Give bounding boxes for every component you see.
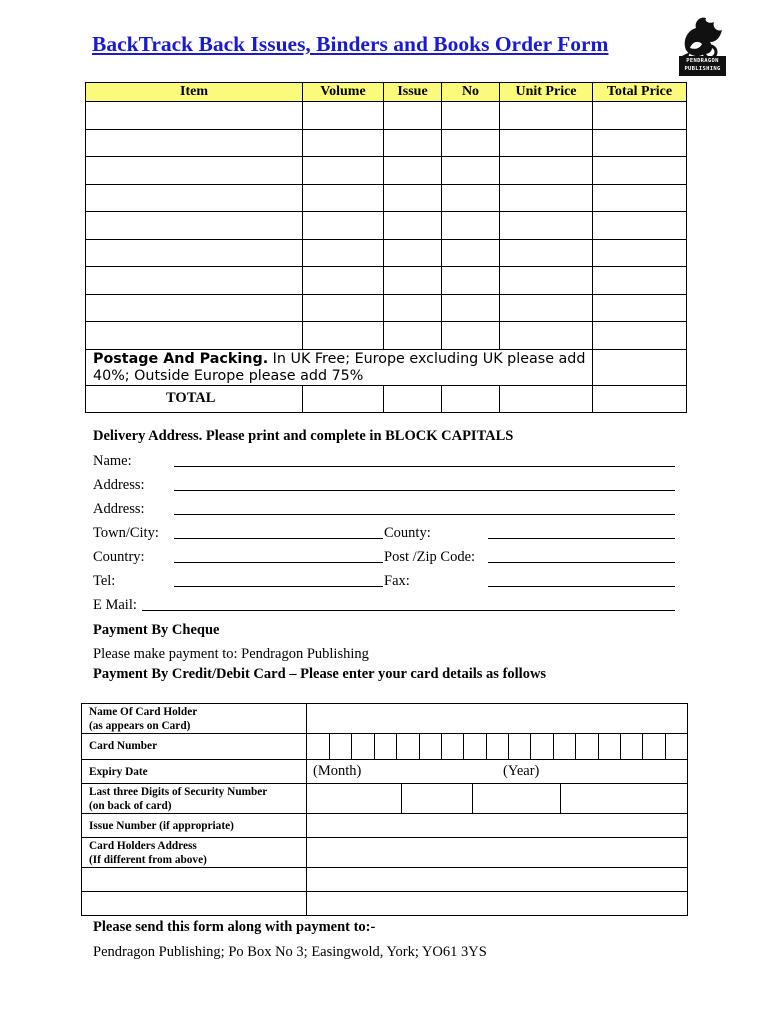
order-cell-total-price[interactable] <box>593 157 687 185</box>
order-cell-issue[interactable] <box>384 212 442 240</box>
expiry-row <box>82 760 688 784</box>
order-cell-total-price[interactable] <box>593 129 687 157</box>
total-issue-cell <box>384 385 442 412</box>
security-box[interactable] <box>472 784 560 813</box>
card-digit-box[interactable] <box>598 734 620 759</box>
order-cell-issue[interactable] <box>384 267 442 295</box>
order-cell-unit-price[interactable] <box>500 239 593 267</box>
order-cell-no[interactable] <box>442 267 500 295</box>
logo-line1: PENDRAGON <box>686 58 719 64</box>
card-digit-box[interactable] <box>441 734 463 759</box>
security-label-line1: Last three Digits of Security Number <box>89 786 268 798</box>
order-cell-total-price[interactable] <box>593 212 687 240</box>
order-cell-unit-price[interactable] <box>500 322 593 350</box>
card-address-field-3[interactable] <box>307 892 688 916</box>
card-holder-row <box>82 704 688 734</box>
delivery-heading: Delivery Address. Please print and complete in BLOCK CAPITALS <box>93 428 514 444</box>
card-digit-box[interactable] <box>374 734 396 759</box>
order-cell-total-price[interactable] <box>593 102 687 130</box>
security-box[interactable] <box>560 784 687 813</box>
col-volume: Volume <box>303 83 384 102</box>
order-cell-issue[interactable] <box>384 129 442 157</box>
security-boxes[interactable] <box>307 784 687 813</box>
order-row <box>86 102 687 130</box>
expiry-label: Expiry Date <box>82 760 307 784</box>
name-label: Name: <box>93 453 132 469</box>
order-cell-unit-price[interactable] <box>500 267 593 295</box>
security-box[interactable] <box>307 784 401 813</box>
total-row <box>86 385 687 412</box>
card-address-blank <box>82 892 307 916</box>
order-cell-issue[interactable] <box>384 239 442 267</box>
order-cell-volume[interactable] <box>303 267 384 295</box>
order-table <box>85 82 687 413</box>
order-cell-item[interactable] <box>86 239 303 267</box>
tel-field[interactable] <box>174 586 383 587</box>
cheque-heading: Payment By Cheque <box>93 622 220 638</box>
order-cell-issue[interactable] <box>384 102 442 130</box>
order-cell-unit-price[interactable] <box>500 212 593 240</box>
name-field[interactable] <box>174 466 675 467</box>
order-row <box>86 129 687 157</box>
order-cell-volume[interactable] <box>303 212 384 240</box>
order-cell-no[interactable] <box>442 212 500 240</box>
postcode-field[interactable] <box>488 562 675 563</box>
order-cell-item[interactable] <box>86 184 303 212</box>
card-digit-box[interactable] <box>530 734 552 759</box>
fax-label: Fax: <box>384 573 410 589</box>
country-field[interactable] <box>174 562 383 563</box>
order-cell-volume[interactable] <box>303 322 384 350</box>
postage-label: Postage And Packing. <box>93 350 269 367</box>
order-cell-volume[interactable] <box>303 102 384 130</box>
county-field[interactable] <box>488 538 675 539</box>
col-total-price: Total Price <box>593 83 687 102</box>
card-address-label-line2: (If different from above) <box>89 854 207 866</box>
country-label: Country: <box>93 549 145 565</box>
card-digit-box[interactable] <box>396 734 418 759</box>
postage-text: In UK Free; Europe excluding UK please add 40%; Outside Europe please add 75% <box>93 350 586 384</box>
card-digit-box[interactable] <box>575 734 597 759</box>
col-item: Item <box>86 83 303 102</box>
order-cell-item[interactable] <box>86 294 303 322</box>
order-row <box>86 322 687 350</box>
security-box[interactable] <box>401 784 472 813</box>
town-field[interactable] <box>174 538 383 539</box>
card-heading: Payment By Credit/Debit Card – Please enter your card details as follows <box>93 666 547 682</box>
card-digit-box[interactable] <box>351 734 373 759</box>
order-table-header <box>86 83 687 102</box>
address1-label: Address: <box>93 477 145 493</box>
order-cell-item[interactable] <box>86 129 303 157</box>
email-label: E Mail: <box>93 597 137 613</box>
order-row <box>86 239 687 267</box>
logo-line2: PUBLISHING <box>684 66 721 72</box>
issue-number-row <box>82 814 688 838</box>
order-cell-no[interactable] <box>442 102 500 130</box>
col-issue: Issue <box>384 83 442 102</box>
card-holder-label <box>82 704 307 734</box>
order-cell-no[interactable] <box>442 129 500 157</box>
card-digit-box[interactable] <box>508 734 530 759</box>
expiry-month-label: (Month) <box>313 763 362 779</box>
expiry-field[interactable] <box>307 760 688 784</box>
order-cell-total-price[interactable] <box>593 239 687 267</box>
order-cell-total-price[interactable] <box>593 322 687 350</box>
order-cell-issue[interactable] <box>384 157 442 185</box>
card-holder-label-line2: (as appears on Card) <box>89 720 191 732</box>
cheque-text: Please make payment to: Pendragon Publishing <box>93 646 369 662</box>
order-cell-no[interactable] <box>442 322 500 350</box>
order-cell-no[interactable] <box>442 294 500 322</box>
card-address-row-3 <box>82 892 688 916</box>
total-volume-cell <box>303 385 384 412</box>
send-address: Pendragon Publishing; Po Box No 3; Easingwold, York; YO61 3YS <box>93 944 487 960</box>
order-cell-item[interactable] <box>86 212 303 240</box>
card-digit-box[interactable] <box>665 734 687 759</box>
security-row <box>82 784 688 814</box>
order-cell-unit-price[interactable] <box>500 102 593 130</box>
card-digit-box[interactable] <box>486 734 508 759</box>
order-cell-item[interactable] <box>86 322 303 350</box>
order-cell-volume[interactable] <box>303 294 384 322</box>
order-cell-unit-price[interactable] <box>500 294 593 322</box>
address2-field[interactable] <box>174 514 675 515</box>
order-cell-total-price[interactable] <box>593 184 687 212</box>
card-address-field-2[interactable] <box>307 868 688 892</box>
card-digit-box[interactable] <box>553 734 575 759</box>
order-cell-unit-price[interactable] <box>500 157 593 185</box>
postage-total-cell[interactable] <box>593 349 687 385</box>
order-row <box>86 157 687 185</box>
town-label: Town/City: <box>93 525 159 541</box>
postcode-label: Post /Zip Code: <box>384 549 476 565</box>
security-label-line2: (on back of card) <box>89 800 172 812</box>
order-cell-no[interactable] <box>442 239 500 267</box>
logo-wordmark <box>679 56 726 76</box>
order-cell-issue[interactable] <box>384 322 442 350</box>
card-address-row <box>82 838 688 868</box>
tel-label: Tel: <box>93 573 116 589</box>
card-number-row <box>82 734 688 760</box>
col-no: No <box>442 83 500 102</box>
card-details-table <box>81 703 688 916</box>
county-label: County: <box>384 525 431 541</box>
card-address-row-2 <box>82 868 688 892</box>
card-digit-box[interactable] <box>620 734 642 759</box>
address1-field[interactable] <box>174 490 675 491</box>
order-row <box>86 184 687 212</box>
order-cell-issue[interactable] <box>384 184 442 212</box>
total-no-cell <box>442 385 500 412</box>
card-number-label: Card Number <box>82 734 307 760</box>
order-cell-item[interactable] <box>86 102 303 130</box>
col-unit-price: Unit Price <box>500 83 593 102</box>
card-address-label <box>82 838 307 868</box>
fax-field[interactable] <box>488 586 675 587</box>
total-unit-price-cell <box>500 385 593 412</box>
order-cell-issue[interactable] <box>384 294 442 322</box>
expiry-year-label: (Year) <box>503 763 540 779</box>
order-cell-unit-price[interactable] <box>500 129 593 157</box>
order-cell-volume[interactable] <box>303 184 384 212</box>
card-digit-box[interactable] <box>419 734 441 759</box>
card-digit-box[interactable] <box>463 734 485 759</box>
security-field[interactable] <box>307 784 688 814</box>
total-label: TOTAL <box>86 385 303 412</box>
order-cell-volume[interactable] <box>303 239 384 267</box>
order-cell-total-price[interactable] <box>593 294 687 322</box>
form-title: BackTrack Back Issues, Binders and Books Order Form <box>92 32 609 56</box>
order-cell-item[interactable] <box>86 267 303 295</box>
address2-label: Address: <box>93 501 145 517</box>
order-cell-no[interactable] <box>442 184 500 212</box>
issue-number-label: Issue Number (if appropriate) <box>82 814 307 838</box>
order-cell-volume[interactable] <box>303 157 384 185</box>
order-row <box>86 294 687 322</box>
card-digit-box[interactable] <box>642 734 664 759</box>
card-address-blank <box>82 868 307 892</box>
card-number-field[interactable] <box>307 734 688 760</box>
order-cell-unit-price[interactable] <box>500 184 593 212</box>
card-digit-box[interactable] <box>330 734 351 759</box>
card-number-boxes[interactable] <box>329 734 687 759</box>
card-holder-label-line1: Name Of Card Holder <box>89 706 198 718</box>
total-price-cell[interactable] <box>593 385 687 412</box>
email-field[interactable] <box>142 610 675 611</box>
issue-number-field[interactable] <box>307 814 688 838</box>
order-row <box>86 267 687 295</box>
send-heading: Please send this form along with payment to:- <box>93 919 376 935</box>
card-holder-field[interactable] <box>307 704 688 734</box>
order-cell-volume[interactable] <box>303 129 384 157</box>
security-label <box>82 784 307 814</box>
card-address-field-1[interactable] <box>307 838 688 868</box>
order-cell-total-price[interactable] <box>593 267 687 295</box>
card-address-label-line1: Card Holders Address <box>89 840 197 852</box>
order-cell-no[interactable] <box>442 157 500 185</box>
order-row <box>86 212 687 240</box>
postage-note <box>86 349 593 385</box>
postage-row <box>86 349 687 385</box>
order-cell-item[interactable] <box>86 157 303 185</box>
